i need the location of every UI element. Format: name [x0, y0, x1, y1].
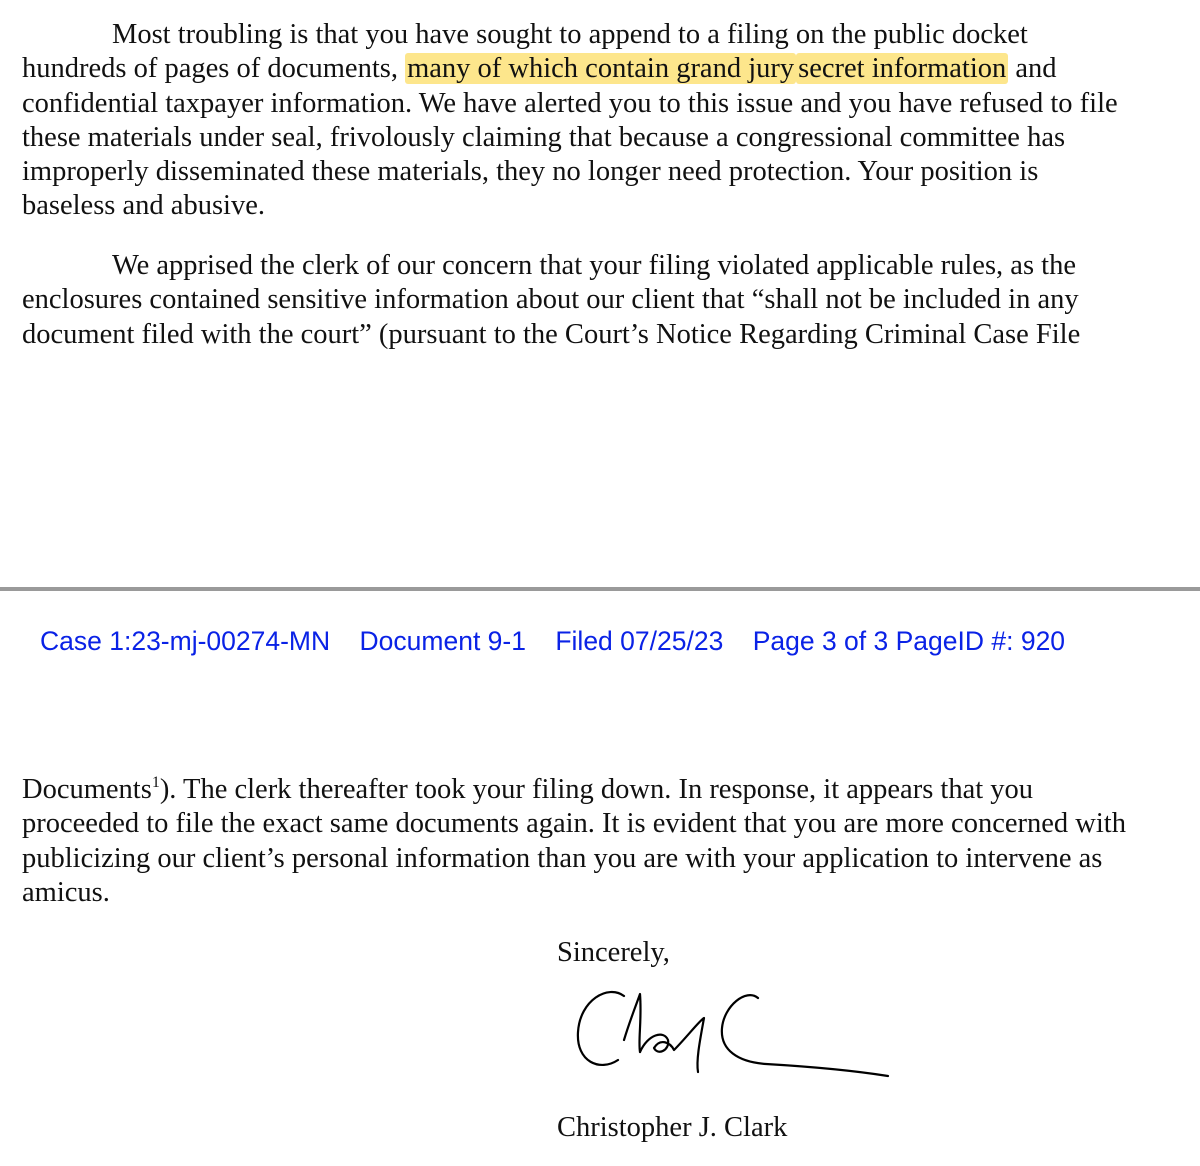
text-line [22, 773, 1187, 807]
text-line: proceeded to file the exact same documents again. It is evident that you are more concerned with [22, 808, 1126, 840]
paragraph-documents [22, 773, 1187, 910]
text-line: amicus. [22, 876, 110, 908]
highlighted-text: many of which contain grand jury [407, 53, 795, 85]
text-line [22, 52, 1187, 86]
case-header [40, 624, 1190, 658]
text-segment: ). The clerk thereafter took your filing down. In response, it appears that you [159, 774, 1034, 805]
text-segment: Documents [22, 774, 152, 805]
text-line: improperly disseminated these materials, they no longer need protection. Your position is [22, 156, 1039, 188]
text-line: enclosures contained sensitive information about our client that “shall not be included in any [22, 284, 1079, 316]
paragraph-apprised-clerk [22, 249, 1187, 352]
closing-salutation: Sincerely, [557, 937, 670, 968]
text-line: baseless and abusive. [22, 190, 265, 222]
text-line: document filed with the court” (pursuant to the Court’s Notice Regarding Criminal Case File [22, 318, 1081, 350]
page-info: Page 3 of 3 PageID #: 920 [752, 626, 1066, 656]
filed-date: Filed 07/25/23 [555, 626, 724, 656]
text-line: We apprised the clerk of our concern that your filing violated applicable rules, as the [112, 250, 1076, 281]
signer-name: Christopher J. Clark [557, 1112, 788, 1143]
paragraph-troubling [22, 18, 1187, 224]
text-line: confidential taxpayer information. We have alerted you to this issue and you have refused to file [22, 87, 1118, 119]
footnote-reference: 1 [151, 774, 160, 791]
text-line: publicizing our client’s personal information than you are with your application to intervene as [22, 842, 1103, 874]
handwritten-signature [570, 980, 900, 1090]
text-segment: and [1008, 53, 1057, 85]
text-segment: hundreds of pages of documents, [22, 53, 406, 85]
highlighted-text: secret information [798, 53, 1007, 85]
page-divider [0, 587, 1200, 591]
case-number: Case 1:23-mj-00274-MN [40, 626, 331, 656]
text-line: Most troubling is that you have sought to append to a filing on the public docket [112, 19, 1028, 50]
document-number: Document 9-1 [359, 626, 526, 656]
text-line: these materials under seal, frivolously claiming that because a congressional committee has [22, 121, 1066, 153]
